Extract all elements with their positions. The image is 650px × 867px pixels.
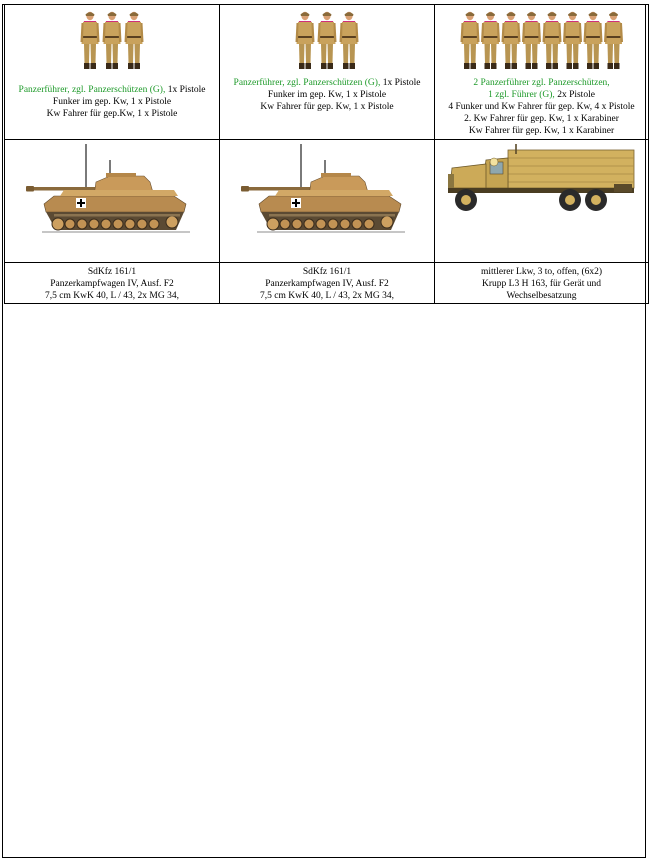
panzer-iv-illustration bbox=[239, 140, 415, 240]
crew-line: 2. Kw Fahrer für gep. Kw, 1 x Karabiner bbox=[464, 114, 619, 124]
caption-cell-3 bbox=[435, 263, 649, 304]
organization-table bbox=[4, 4, 649, 304]
personnel-cell-3 bbox=[435, 5, 649, 140]
vehicle-role: Wechselbesatzung bbox=[506, 291, 577, 301]
crew-line: Kw Fahrer für gep.Kw, 1 x Pistole bbox=[46, 109, 178, 119]
crew-line: Kw Fahrer für gep. Kw, 1 x Karabiner bbox=[468, 126, 615, 136]
crew-role-weapon: 1x Pistole bbox=[165, 85, 206, 95]
vehicle-designation: mittlerer Lkw, 3 to, offen, (6x2) bbox=[480, 267, 603, 277]
soldiers-illustration bbox=[459, 11, 625, 71]
caption-row bbox=[5, 263, 649, 304]
vehicle-armament: 7,5 cm KwK 40, L / 43, 2x MG 34, bbox=[45, 291, 179, 301]
personnel-cell-2 bbox=[220, 5, 435, 140]
vehicle-cell-2 bbox=[220, 140, 435, 263]
krupp-truck-illustration bbox=[446, 140, 638, 216]
crew-role-green: 2 Panzerführer zgl. Panzerschützen, bbox=[473, 78, 610, 88]
soldier-group bbox=[435, 11, 648, 71]
soldier-group bbox=[220, 11, 434, 71]
soldiers-illustration bbox=[79, 11, 145, 71]
vehicle-model: Panzerkampfwagen IV, Ausf. F2 bbox=[265, 279, 389, 289]
crew-line: 4 Funker und Kw Fahrer für gep. Kw, 4 x Pistole bbox=[448, 102, 635, 112]
crew-role-green: 1 zgl. Führer (G), bbox=[488, 90, 555, 100]
vehicle-designation: SdKfz 161/1 bbox=[302, 267, 352, 277]
crew-line: Funker im gep. Kw, 1 x Pistole bbox=[267, 90, 387, 100]
caption-cell-1 bbox=[5, 263, 220, 304]
soldier-group bbox=[5, 11, 219, 71]
vehicle-row bbox=[5, 140, 649, 263]
crew-line: Kw Fahrer für gep. Kw, 1 x Pistole bbox=[260, 102, 394, 112]
vehicle-cell-1 bbox=[5, 140, 220, 263]
panzer-iv-illustration bbox=[24, 140, 200, 240]
personnel-cell-1 bbox=[5, 5, 220, 140]
vehicle-designation: SdKfz 161/1 bbox=[87, 267, 137, 277]
vehicle-armament: 7,5 cm KwK 40, L / 43, 2x MG 34, bbox=[260, 291, 394, 301]
vehicle-model: Krupp L3 H 163, für Gerät und bbox=[482, 279, 601, 289]
caption-cell-2 bbox=[220, 263, 435, 304]
crew-line: Funker im gep. Kw, 1 x Pistole bbox=[52, 97, 172, 107]
vehicle-model: Panzerkampfwagen IV, Ausf. F2 bbox=[50, 279, 174, 289]
crew-role-green: Panzerführer, zgl. Panzerschützen (G), bbox=[233, 78, 381, 88]
personnel-row bbox=[5, 5, 649, 140]
soldiers-illustration bbox=[294, 11, 360, 71]
crew-role-weapon: 2x Pistole bbox=[554, 90, 595, 100]
vehicle-cell-3 bbox=[435, 140, 649, 263]
crew-role-green: Panzerführer, zgl. Panzerschützen (G), bbox=[18, 85, 166, 95]
crew-role-weapon: 1x Pistole bbox=[380, 78, 421, 88]
